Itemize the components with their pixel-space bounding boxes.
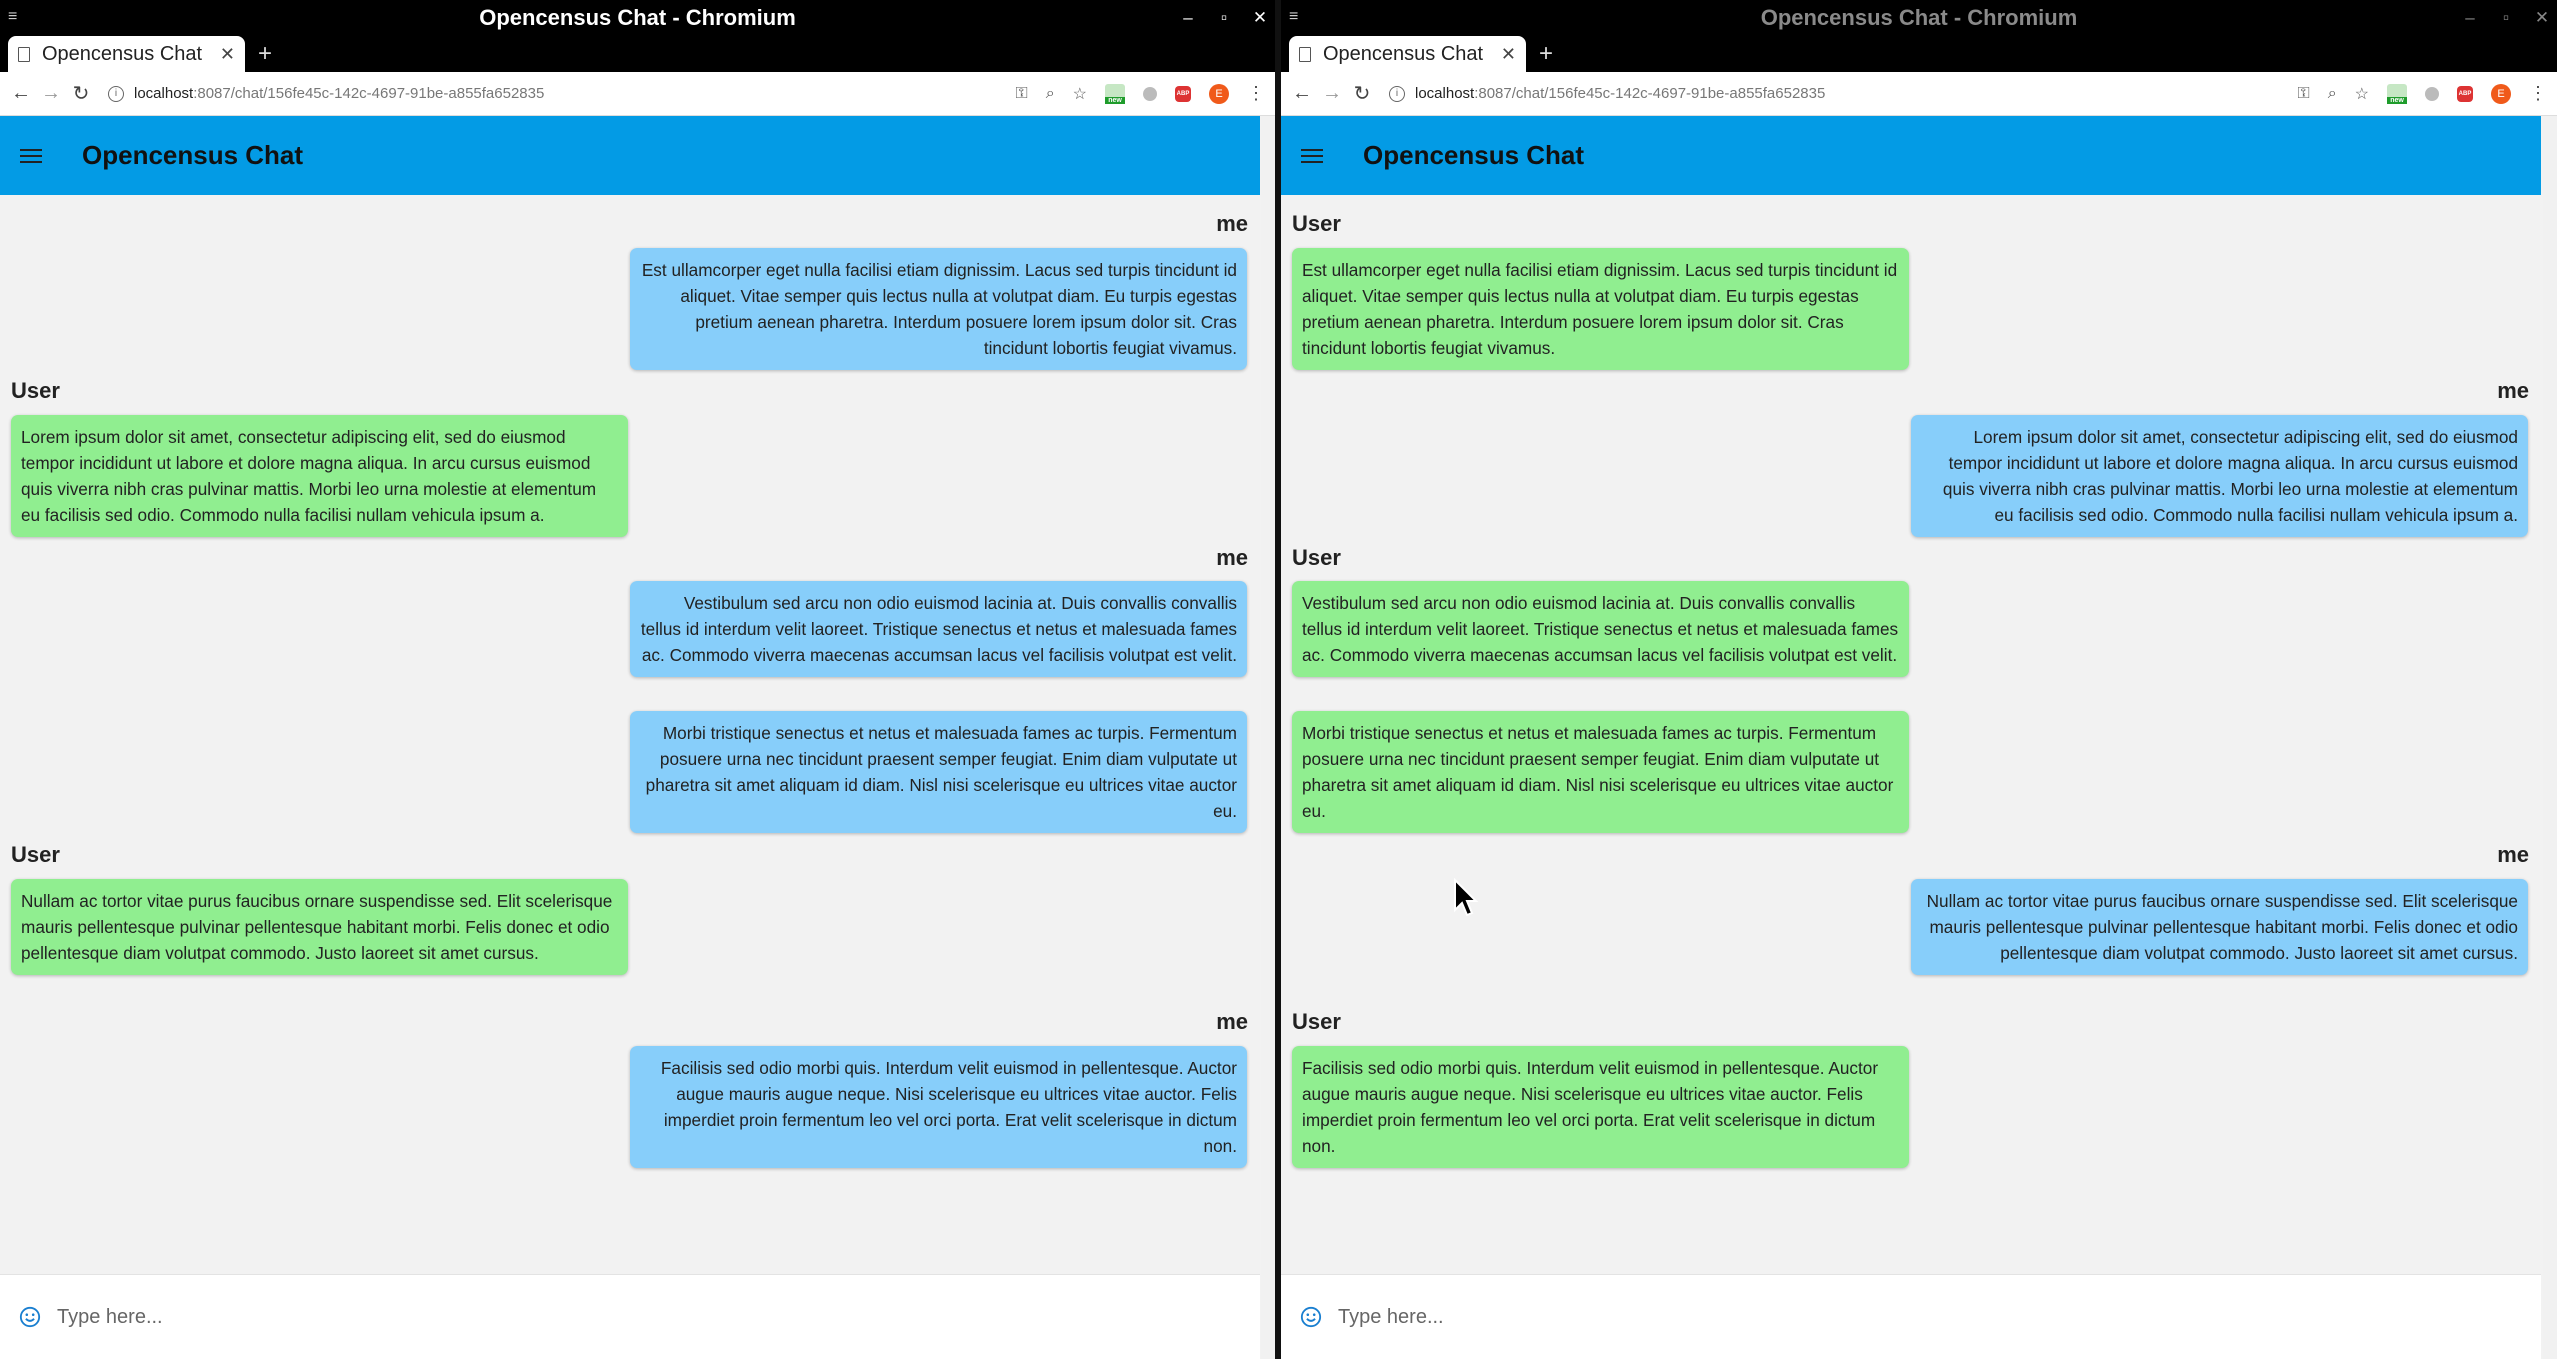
url-host: localhost [134,85,194,102]
page-icon [1299,47,1311,62]
address-bar[interactable] [1389,85,2298,102]
back-icon[interactable]: ← [1292,82,1312,104]
message-bubble-user: Est ullamcorper eget nulla facilisi etiam dignissim. Lacus sed turpis tincidunt id aliquet. Vitae semper quis lectus nulla at volutpat diam. Eu turpis egestas pretium aenean pharetra. Interdum posuere lorem ipsum dolor sit. Cras tincidunt lobortis feugiat vivamus. [1292,248,1909,370]
new-tab-icon[interactable]: + [1539,40,1554,67]
new-tab-icon[interactable]: + [258,40,273,67]
tab-close-icon[interactable]: ✕ [1500,43,1516,64]
url-path: :8087/chat/156fe45c-142c-4697-91be-a855fa652835 [193,85,545,102]
extension-icon[interactable] [1143,87,1157,101]
tab-strip [1281,36,2557,72]
browser-toolbar [0,72,1275,116]
reload-icon[interactable]: ↻ [72,83,90,105]
url-path: :8087/chat/156fe45c-142c-4697-91be-a855fa652835 [1474,85,1826,102]
profile-avatar[interactable]: E [1209,84,1229,104]
tab-label: Opencensus Chat [1323,42,1484,65]
window-titlebar [1281,0,2557,36]
scrollbar[interactable] [2543,116,2557,1359]
emoji-icon[interactable] [1300,1306,1322,1328]
sender-label: User [1292,211,1341,236]
key-icon[interactable]: ⚿ [1015,84,1028,102]
extension-icon[interactable]: new [2387,84,2407,104]
browser-tab[interactable] [8,36,245,72]
tab-label: Opencensus Chat [42,42,203,65]
zoom-icon[interactable]: ⌕ [1045,84,1055,102]
message-bubble-user: Vestibulum sed arcu non odio euismod lacinia at. Duis convallis convallis tellus id interdum velit laoreet. Tristique senectus et netus et malesuada fames ac. Commodo viverra maecenas accumsan lacus vel facilisis volutpat est velit. [1292,581,1909,677]
zoom-icon[interactable]: ⌕ [2327,84,2337,102]
message-bubble-user: Nullam ac tortor vitae purus faucibus ornare suspendisse sed. Elit scelerisque mauris pellentesque pulvinar pellentesque habitant morbi. Felis donec et odio pellentesque diam volutpat commodo. Justo laoreet sit amet cursus. [11,879,628,975]
tab-strip [0,36,1275,72]
app-title: Opencensus Chat [82,140,304,170]
message-composer [0,1274,1260,1359]
sender-label: me [1216,211,1248,236]
browser-window-left [0,0,1275,1359]
url-host: localhost [1415,85,1475,102]
message-input[interactable] [1336,1305,2541,1330]
message-input[interactable] [55,1305,1260,1330]
message-bubble-me: Nullam ac tortor vitae purus faucibus ornare suspendisse sed. Elit scelerisque mauris pellentesque pulvinar pellentesque habitant morbi. Felis donec et odio pellentesque diam volutpat commodo. Justo laoreet sit amet cursus. [1911,879,2528,975]
info-icon[interactable]: i [108,86,124,102]
info-icon[interactable]: i [1389,86,1405,102]
message-bubble-me: Morbi tristique senectus et netus et malesuada fames ac turpis. Fermentum posuere urna nec tincidunt praesent semper feugiat. Enim diam vulputate ut pharetra sit amet aliquam id diam. Nisl nisi scelerisque eu ultrices vitae auctor eu. [630,711,1247,833]
emoji-icon[interactable] [19,1306,41,1328]
mouse-cursor [1453,878,1479,918]
sender-label: User [11,842,60,867]
close-window-icon[interactable]: ✕ [2534,8,2550,27]
browser-toolbar [1281,72,2557,116]
app-bar [1281,116,2541,195]
message-composer [1281,1274,2541,1359]
scrollbar[interactable] [1261,116,1275,1359]
address-bar[interactable] [108,85,1016,102]
message-list [1281,195,2541,1275]
message-bubble-me: Facilisis sed odio morbi quis. Interdum velit euismod in pellentesque. Auctor augue mauris augue neque. Nisi scelerisque eu ultrices vitae auctor. Felis imperdiet proin fermentum leo vel orci porta. Erat velit scelerisque in dictum non. [630,1046,1247,1168]
message-bubble-me: Vestibulum sed arcu non odio euismod lacinia at. Duis convallis convallis tellus id interdum velit laoreet. Tristique senectus et netus et malesuada fames ac. Commodo viverra maecenas accumsan lacus vel facilisis volutpat est velit. [630,581,1247,677]
sender-label: me [2497,378,2529,403]
menu-icon[interactable] [20,145,42,167]
forward-icon[interactable]: → [1322,82,1342,104]
app-bar [0,116,1260,195]
message-bubble-me: Est ullamcorper eget nulla facilisi etiam dignissim. Lacus sed turpis tincidunt id aliquet. Vitae semper quis lectus nulla at volutpat diam. Eu turpis egestas pretium aenean pharetra. Interdum posuere lorem ipsum dolor sit. Cras tincidunt lobortis feugiat vivamus. [630,248,1247,370]
reload-icon[interactable]: ↻ [1353,83,1371,105]
extension-icon[interactable]: new [1105,84,1125,104]
extension-icon[interactable] [2425,87,2439,101]
close-window-icon[interactable]: ✕ [1252,8,1268,27]
window-title: Opencensus Chat - Chromium [1760,5,2078,30]
message-bubble-user: Morbi tristique senectus et netus et malesuada fames ac turpis. Fermentum posuere urna nec tincidunt praesent semper feugiat. Enim diam vulputate ut pharetra sit amet aliquam id diam. Nisl nisi scelerisque eu ultrices vitae auctor eu. [1292,711,1909,833]
minimize-icon[interactable]: – [1183,8,1193,27]
adblock-icon[interactable]: ABP [1175,86,1191,102]
adblock-icon[interactable]: ABP [2457,86,2473,102]
app-title: Opencensus Chat [1363,140,1585,170]
profile-avatar[interactable]: E [2491,84,2511,104]
star-icon[interactable]: ☆ [2354,85,2369,103]
window-menu-icon[interactable]: ≡ [8,8,18,25]
menu-icon[interactable] [1301,145,1323,167]
browser-tab[interactable] [1289,36,1526,72]
message-list [0,195,1260,1275]
window-menu-icon[interactable]: ≡ [1289,8,1299,25]
sender-label: User [1292,1009,1341,1034]
maximize-icon[interactable]: ▫ [2502,8,2510,27]
page-icon [18,47,30,62]
window-titlebar [0,0,1275,36]
more-icon[interactable]: ⋮ [2529,83,2547,103]
star-icon[interactable]: ☆ [1072,85,1087,103]
forward-icon[interactable]: → [41,82,61,104]
maximize-icon[interactable]: ▫ [1220,8,1228,27]
window-title: Opencensus Chat - Chromium [479,5,796,30]
sender-label: me [1216,545,1248,570]
message-bubble-user: Facilisis sed odio morbi quis. Interdum velit euismod in pellentesque. Auctor augue mauris augue neque. Nisi scelerisque eu ultrices vitae auctor. Felis imperdiet proin fermentum leo vel orci porta. Erat velit scelerisque in dictum non. [1292,1046,1909,1168]
key-icon[interactable]: ⚿ [2297,84,2310,102]
message-bubble-me: Lorem ipsum dolor sit amet, consectetur adipiscing elit, sed do eiusmod tempor incididunt ut labore et dolore magna aliqua. In arcu cursus euismod quis viverra nibh cras pulvinar mattis. Morbi leo urna molestie at elementum eu facilisis sed odio. Commodo nulla facilisi nullam vehicula ipsum a. [1911,415,2528,537]
message-bubble-user: Lorem ipsum dolor sit amet, consectetur adipiscing elit, sed do eiusmod tempor incididunt ut labore et dolore magna aliqua. In arcu cursus euismod quis viverra nibh cras pulvinar mattis. Morbi leo urna molestie at elementum eu facilisis sed odio. Commodo nulla facilisi nullam vehicula ipsum a. [11,415,628,537]
more-icon[interactable]: ⋮ [1247,83,1265,103]
sender-label: User [11,378,60,403]
browser-window-right [1281,0,2557,1359]
sender-label: me [1216,1009,1248,1034]
sender-label: me [2497,842,2529,867]
sender-label: User [1292,545,1341,570]
minimize-icon[interactable]: – [2465,8,2475,27]
back-icon[interactable]: ← [11,82,31,104]
tab-close-icon[interactable]: ✕ [219,43,235,64]
